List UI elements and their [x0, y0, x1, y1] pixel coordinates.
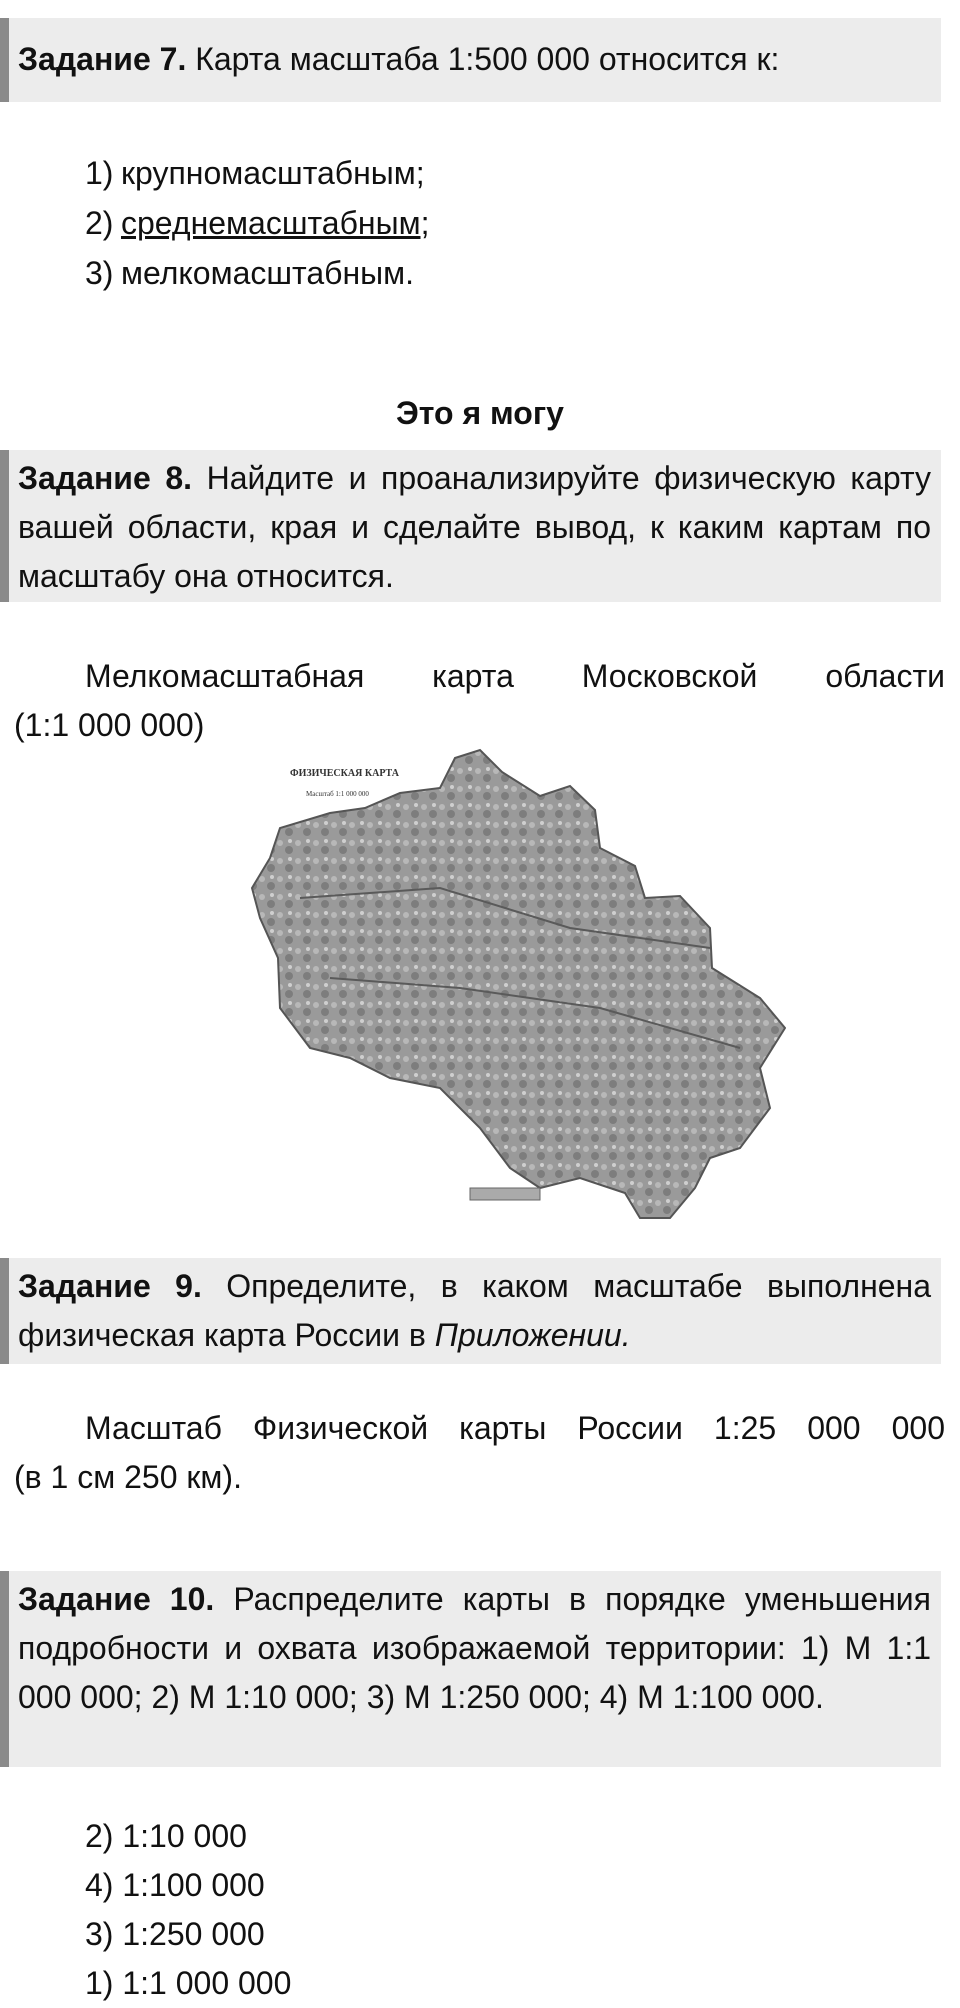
- task-10-text: Распределите карты в порядке уменьшения подробности и охвата изображаемой территории: 1) М 1:1 000 000; 2) М 1:10 000; 3) М 1:250 000; 4) М 1:100 000.: [18, 1581, 932, 1715]
- map-title: ФИЗИЧЕСКАЯ КАРТА: [290, 768, 399, 779]
- task-9-text: Определите, в каком масштабе выполнена физическая карта России в: [18, 1268, 932, 1353]
- answer-item: 2) 1:10 000: [85, 1818, 247, 1854]
- selected-answer: среднемасштабным;: [121, 205, 430, 241]
- map-scale: Масштаб 1:1 000 000: [306, 790, 369, 798]
- task-8-label: Задание 8.: [18, 460, 193, 496]
- task-10-answers: [85, 1812, 291, 2008]
- map-legend: [470, 1188, 540, 1200]
- task-8-text: Найдите и проанализируйте физическую карту вашей области, края и сделайте вывод, к каким картам по масштабу она относится.: [18, 460, 932, 594]
- task-7-text: Карта масштаба 1:500 000 относится к:: [186, 41, 780, 77]
- option-1: 1) крупномасштабным;: [85, 155, 425, 191]
- task-8-answer: Мелкомасштабная карта Московской области (1:1 000 000): [14, 658, 945, 743]
- task-7-options: [85, 148, 429, 298]
- answer-item: 4) 1:100 000: [85, 1867, 265, 1903]
- task-10-label: Задание 10.: [18, 1581, 215, 1617]
- task-10-box: [0, 1571, 941, 1767]
- task-7-box: [0, 18, 941, 102]
- answer-item: 1) 1:1 000 000: [85, 1965, 292, 2001]
- task-7-label: Задание 7.: [18, 41, 187, 77]
- task-9-box: [0, 1258, 941, 1364]
- section-heading: Это я могу: [396, 395, 564, 431]
- task-9-italic: Приложении.: [434, 1317, 631, 1353]
- option-2: 2) среднемасштабным;: [85, 198, 429, 248]
- answer-item: 3) 1:250 000: [85, 1916, 265, 1952]
- region-outline: [252, 750, 785, 1218]
- option-3: 3) мелкомасштабным.: [85, 255, 415, 291]
- task-9-label: Задание 9.: [18, 1268, 202, 1304]
- moscow-region-map: [240, 748, 786, 1241]
- task-9-answer: Масштаб Физической карты России 1:25 000 000 (в 1 см 250 км).: [14, 1410, 945, 1495]
- task-8-box: [0, 450, 941, 602]
